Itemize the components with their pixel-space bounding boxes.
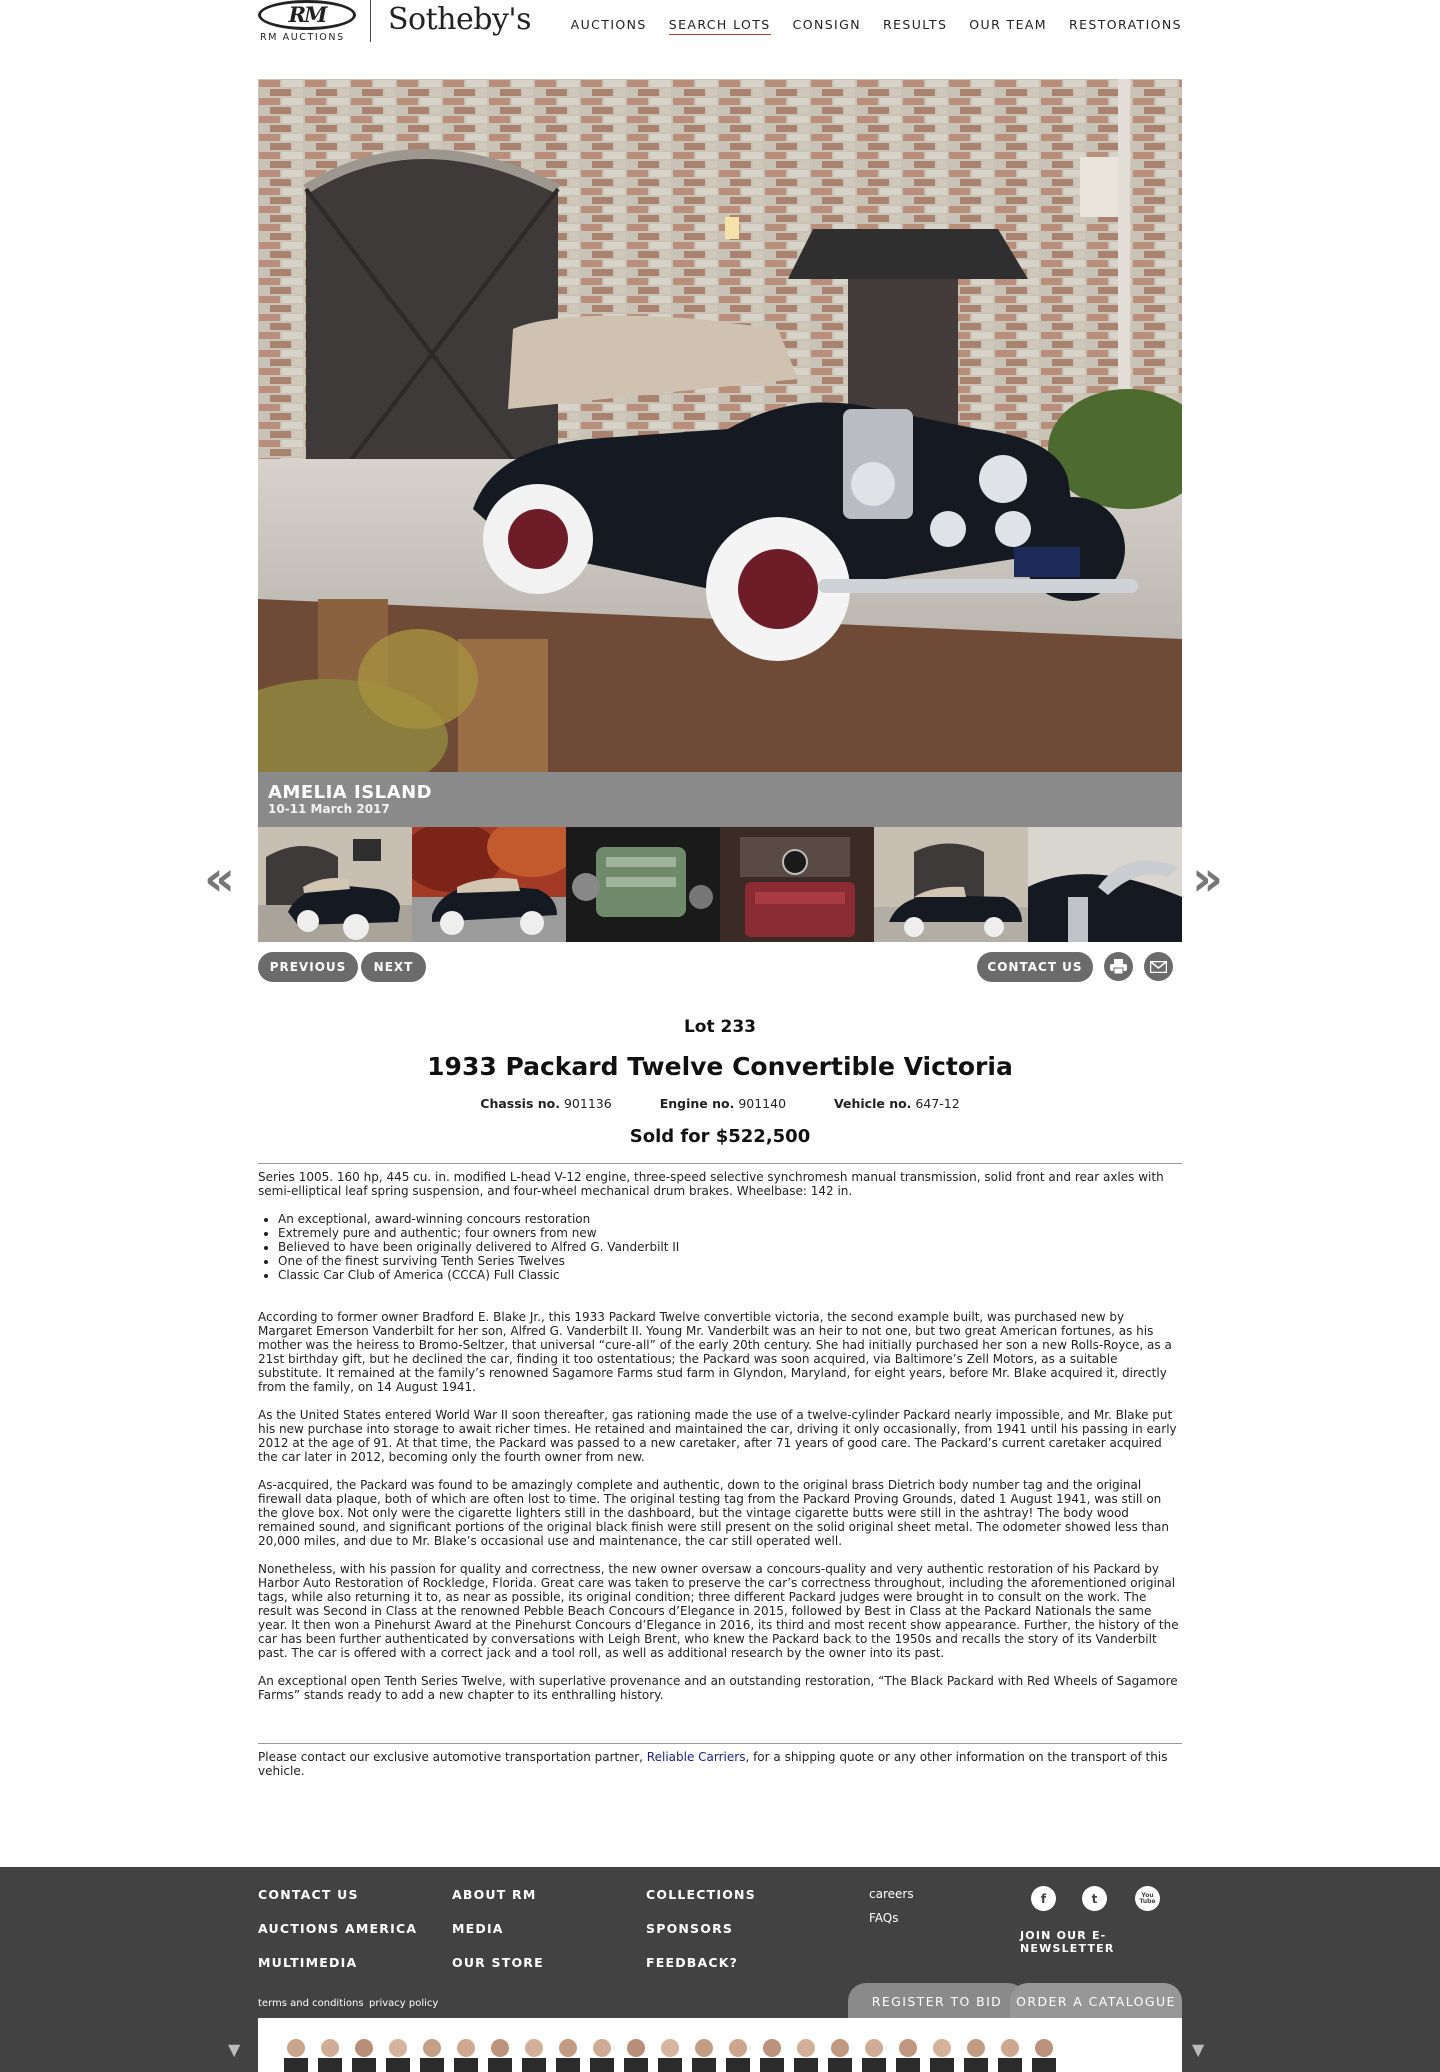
footer-auctions-america[interactable]: AUCTIONS AMERICA — [258, 1921, 418, 1936]
nav-auctions[interactable]: AUCTIONS — [570, 17, 647, 32]
lot-description — [258, 1310, 1182, 1716]
footer-contact-us[interactable]: CONTACT US — [258, 1887, 359, 1902]
lot-title: 1933 Packard Twelve Convertible Victoria — [427, 1052, 1013, 1081]
previous-lot-button[interactable]: PREVIOUS — [258, 952, 358, 982]
nav-our-team[interactable]: OUR TEAM — [969, 17, 1047, 32]
nav-results[interactable]: RESULTS — [883, 17, 948, 32]
highlight-item: • An exceptional, award-winning concours restoration — [278, 1212, 1182, 1226]
hero-car-photo — [258, 79, 1182, 772]
nav-restorations[interactable]: RESTORATIONS — [1069, 17, 1182, 32]
highlight-item: • One of the finest surviving Tenth Series Twelves — [278, 1254, 1182, 1268]
specs-text: Series 1005. 160 hp, 445 cu. in. modified L-head V-12 engine, three-speed selective synchromesh manual transmission, solid front and rear axles with semi-elliptical leaf spring suspension, and four-wheel mechanical drum brakes. Wheelbase: 142 in. — [258, 1170, 1164, 1198]
hero-image[interactable] — [258, 79, 1182, 772]
footer-media[interactable]: MEDIA — [452, 1921, 504, 1936]
order-catalogue-button[interactable]: ORDER A CATALOGUE — [1010, 1983, 1182, 2019]
team-photo-strip[interactable] — [258, 2018, 1182, 2072]
youtube-icon[interactable]: You Tube — [1135, 1886, 1160, 1911]
thumbnail-exterior-front[interactable] — [258, 827, 412, 942]
contact-us-button[interactable]: CONTACT US — [977, 952, 1093, 982]
story-paragraph: An exceptional open Tenth Series Twelve, with superlative provenance and an outstanding restoration, “The Black Packard with Red Wheels of Sagamore Farms” stands ready to add a new chapter to its enthralling history. — [258, 1674, 1178, 1702]
rm-auctions-logo[interactable] — [258, 0, 358, 44]
logo-divider — [370, 0, 371, 42]
chassis-number: Chassis no. 901136 — [480, 1096, 612, 1111]
footer-about-rm[interactable]: ABOUT RM — [452, 1887, 537, 1902]
reliable-carriers-link[interactable]: Reliable Carriers — [646, 1750, 746, 1764]
logo-rm-subtitle: RM AUCTIONS — [260, 32, 345, 43]
thumbnail-exterior-rear[interactable] — [412, 827, 566, 942]
thumbnail-hood-ornament[interactable] — [1028, 827, 1182, 942]
thumbnail-engine-bay[interactable] — [566, 827, 720, 942]
thumbnail-exterior-side[interactable] — [874, 827, 1028, 942]
print-icon[interactable] — [1104, 952, 1133, 981]
thumbnail-interior[interactable] — [720, 827, 874, 942]
sold-price: Sold for $522,500 — [629, 1126, 811, 1147]
engine-number: Engine no. 901140 — [659, 1096, 787, 1111]
footer-our-store[interactable]: OUR STORE — [452, 1955, 544, 1970]
highlight-item: • Extremely pure and authentic; four owners from new — [278, 1226, 1182, 1240]
privacy-link[interactable]: privacy policy — [369, 1998, 439, 2009]
team-scroll-left-icon[interactable]: ▼ — [228, 2040, 241, 2059]
divider-bottom — [258, 1743, 1182, 1744]
auction-caption — [258, 772, 1182, 827]
auction-date: 10-11 March 2017 — [268, 802, 390, 816]
team-photos — [258, 2018, 1182, 2072]
facebook-icon[interactable]: f — [1031, 1886, 1056, 1911]
footer-feedback[interactable]: FEEDBACK? — [646, 1955, 739, 1970]
highlight-item: • Classic Car Club of America (CCCA) Full Classic — [278, 1268, 1182, 1282]
highlights — [258, 1212, 1182, 1282]
sothebys-logo[interactable]: Sotheby's — [388, 2, 532, 37]
specifications — [258, 1170, 1182, 1198]
divider-top — [258, 1163, 1182, 1164]
story-paragraph: Nonetheless, with his passion for quality and correctness, the new owner oversaw a concours-quality and very authentic restoration of his Packard by Harbor Auto Restoration of Rockledge, Florida. Great care was taken to preserve the car’s correctness throughout, including the aforementioned original tags, while also returning it to, as near as possible, its original condition; three different Packard judges were brought in to consult on the work. The result was Second in Class at the renowned Pebble Beach Concours d’Elegance in 2015, followed by Best in Class at the Packard Nationals the same year. It then won a Pinehurst Award at the Pinehurst Concours d’Elegance in 2016, its third and most recent show appearance. Further, the history of the car has been further authenticated by conversations with Leigh Brent, who knew the Packard back to the 1950s and recalls the story of its Vanderbilt past. The car is offered with a correct jack and a tool roll, as well as additional research by the owner into its past. — [258, 1562, 1179, 1660]
newsletter-signup[interactable]: JOIN OUR E-NEWSLETTER — [1020, 1929, 1115, 1955]
twitter-icon[interactable]: t — [1082, 1886, 1107, 1911]
auction-name: AMELIA ISLAND — [268, 782, 433, 803]
footer-faqs[interactable]: FAQs — [869, 1911, 899, 1925]
email-icon[interactable] — [1144, 952, 1173, 981]
footer-collections[interactable]: COLLECTIONS — [646, 1887, 756, 1902]
nav-search-lots[interactable]: SEARCH LOTS — [669, 17, 771, 35]
footer-careers[interactable]: careers — [869, 1887, 914, 1901]
terms-link[interactable]: terms and conditions — [258, 1998, 364, 2009]
gallery-next-arrow[interactable]: » — [1192, 851, 1224, 907]
team-scroll-right-icon[interactable]: ▼ — [1192, 2040, 1205, 2059]
main-nav — [549, 17, 1182, 35]
story-paragraph: As-acquired, the Packard was found to be amazingly complete and authentic, down to the original brass Dietrich body number tag and the original firewall data plaque, both of which are often lost to time. The original testing tag from the Packard Proving Grounds, dated 1 August 1941, was still on the glove box. Not only were the cigarette lighters still in the dashboard, but the vintage cigarette butts were still in the ashtray! The body wood remained sound, and significant portions of the original black finish were still present on the solid original sheet metal. The odometer showed less than 20,000 miles, and due to Mr. Blake’s occasional use and maintenance, the car still operated well. — [258, 1478, 1170, 1548]
logo-rm-text: RM — [288, 2, 326, 27]
transport-note — [258, 1750, 1182, 1778]
footer-sponsors[interactable]: SPONSORS — [646, 1921, 734, 1936]
story-paragraph: According to former owner Bradford E. Blake Jr., this 1933 Packard Twelve convertible victoria, the second example built, was purchased new by Margaret Emerson Vanderbilt for her son, Alfred G. Vanderbilt II. Young Mr. Vanderbilt was an heir to not one, but two great American fortunes, as his mother was the heiress to Bromo-Seltzer, that universal “cure-all” of the early 20th century. She had initially purchased her son a new Rolls-Royce, as a 21st birthday gift, but he declined the car, finding it too ostentatious; the Packard was soon acquired, via Baltimore’s Zell Motors, as a suitable substitute. It remained at the family’s renowned Sagamore Farms stud farm in Glyndon, Maryland, for eight years, before Mr. Blake acquired it, directly from the family, on 14 August 1941. — [258, 1310, 1172, 1394]
vehicle-number: Vehicle no. 647-12 — [834, 1096, 960, 1111]
site-header — [258, 0, 1182, 50]
highlight-item: • Believed to have been originally delivered to Alfred G. Vanderbilt II — [278, 1240, 1182, 1254]
next-lot-button[interactable]: NEXT — [361, 952, 426, 982]
lot-number: Lot 233 — [683, 1017, 757, 1037]
highlights-list — [258, 1212, 1182, 1282]
story-paragraph: As the United States entered World War II soon thereafter, gas rationing made the use of a twelve-cylinder Packard nearly impossible, and Mr. Blake put his new purchase into storage to await richer times. He retained and maintained the car, driving it only occasionally, from 1941 until his passing in early 2012 at the age of 91. At that time, the Packard was passed to a new caretaker, after 71 years of good care. The Packard’s current caretaker acquired the car later in 2012, becoming only the fourth owner from new. — [258, 1408, 1177, 1464]
footer-multimedia[interactable]: MULTIMEDIA — [258, 1955, 358, 1970]
transport-text: Please contact our exclusive automotive transportation partner, Reliable Carriers, for a shipping quote or any other information on the transport of this vehicle. — [258, 1750, 1168, 1778]
thumbnail-strip — [258, 827, 1182, 942]
nav-consign[interactable]: CONSIGN — [792, 17, 861, 32]
gallery-prev-arrow[interactable]: « — [204, 851, 236, 907]
lot-identifiers — [258, 1096, 1182, 1111]
register-to-bid-button[interactable]: REGISTER TO BID — [848, 1983, 1026, 2019]
